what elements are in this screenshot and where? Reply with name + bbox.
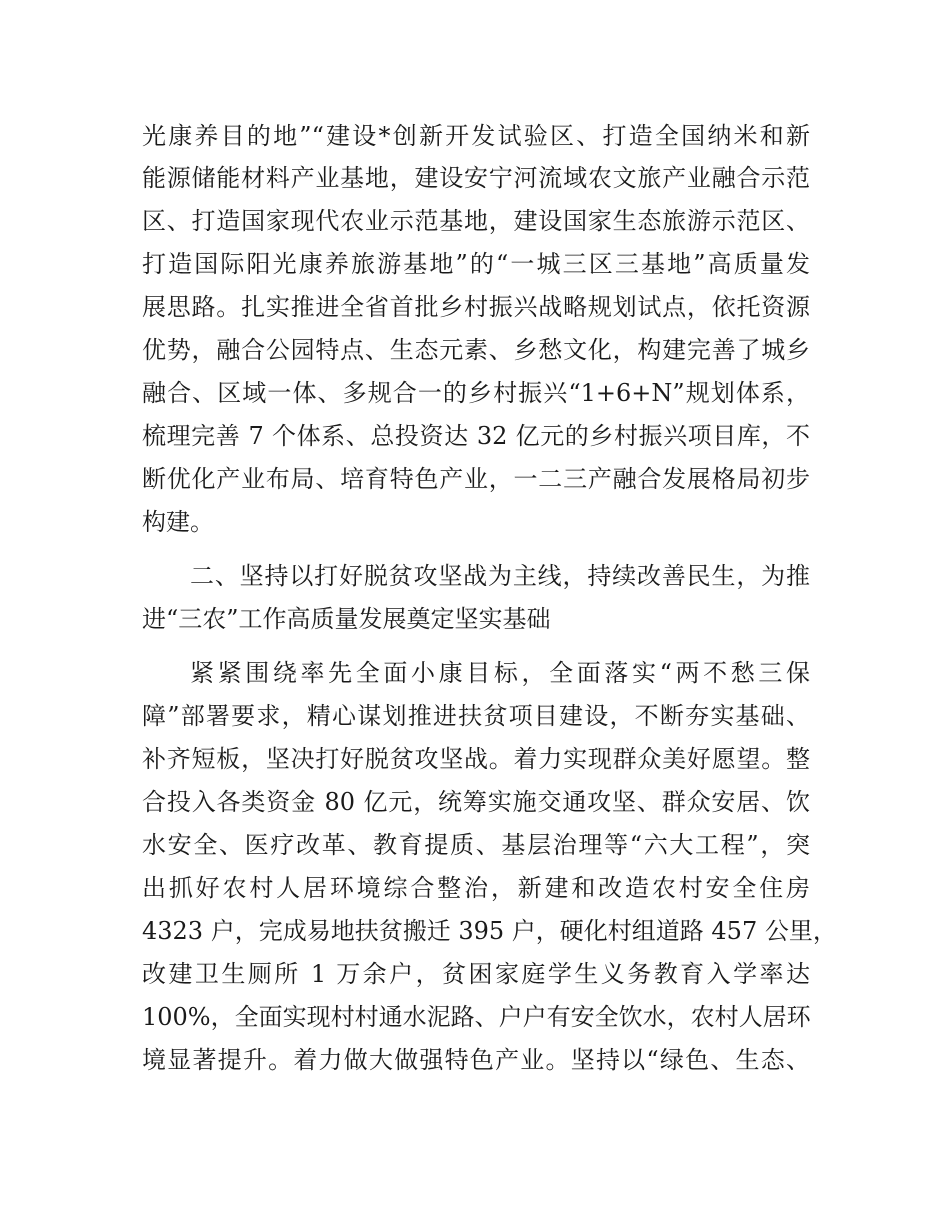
text-line: 打造国际阳光康养旅游基地”的“一城三区三基地”高质量发 xyxy=(142,250,810,278)
section-heading-line: 进“三农”工作高质量发展奠定坚实基础 xyxy=(142,605,551,633)
text-line: 100%，全面实现村村通水泥路、户户有安全饮水，农村人居环 xyxy=(142,1003,811,1031)
text-line: 区、打造国家现代农业示范基地，建设国家生态旅游示范区、 xyxy=(142,207,810,235)
text-line: 紧紧围绕率先全面小康目标，全面落实“两不愁三保 xyxy=(190,659,810,687)
text-line: 断优化产业布局、培育特色产业，一二三产融合发展格局初步 xyxy=(142,465,810,493)
text-line: 改建卫生厕所 1 万余户，贫困家庭学生义务教育入学率达 xyxy=(142,960,810,988)
text-line: 梳理完善 7 个体系、总投资达 32 亿元的乡村振兴项目库，不 xyxy=(142,422,810,450)
text-line: 境显著提升。着力做大做强特色产业。坚持以“绿色、生态、 xyxy=(142,1046,810,1074)
text-line: 展思路。扎实推进全省首批乡村振兴战略规划试点，依托资源 xyxy=(142,293,810,321)
text-line: 融合、区域一体、多规合一的乡村振兴“1+6+N”规划体系， xyxy=(142,379,810,407)
text-line: 障”部署要求，精心谋划推进扶贫项目建设，不断夯实基础、 xyxy=(142,702,810,730)
text-line: 优势，融合公园特点、生态元素、乡愁文化，构建完善了城乡 xyxy=(142,336,810,364)
section-heading-line: 二、坚持以打好脱贫攻坚战为主线，持续改善民生，为推 xyxy=(190,562,810,590)
text-line: 能源储能材料产业基地，建设安宁河流域农文旅产业融合示范 xyxy=(142,164,810,192)
text-line: 合投入各类资金 80 亿元，统筹实施交通攻坚、群众安居、饮 xyxy=(142,788,810,816)
text-line: 光康养目的地”“建设*创新开发试验区、打造全国纳米和新 xyxy=(142,122,810,150)
text-line: 4323 户，完成易地扶贫搬迁 395 户，硬化村组道路 457 公里， xyxy=(142,917,837,945)
text-line: 出抓好农村人居环境综合整治，新建和改造农村安全住房 xyxy=(142,874,810,902)
text-line: 构建。 xyxy=(142,508,214,536)
text-line: 补齐短板，坚决打好脱贫攻坚战。着力实现群众美好愿望。整 xyxy=(142,745,810,773)
text-line: 水安全、医疗改革、教育提质、基层治理等“六大工程”，突 xyxy=(142,831,810,859)
